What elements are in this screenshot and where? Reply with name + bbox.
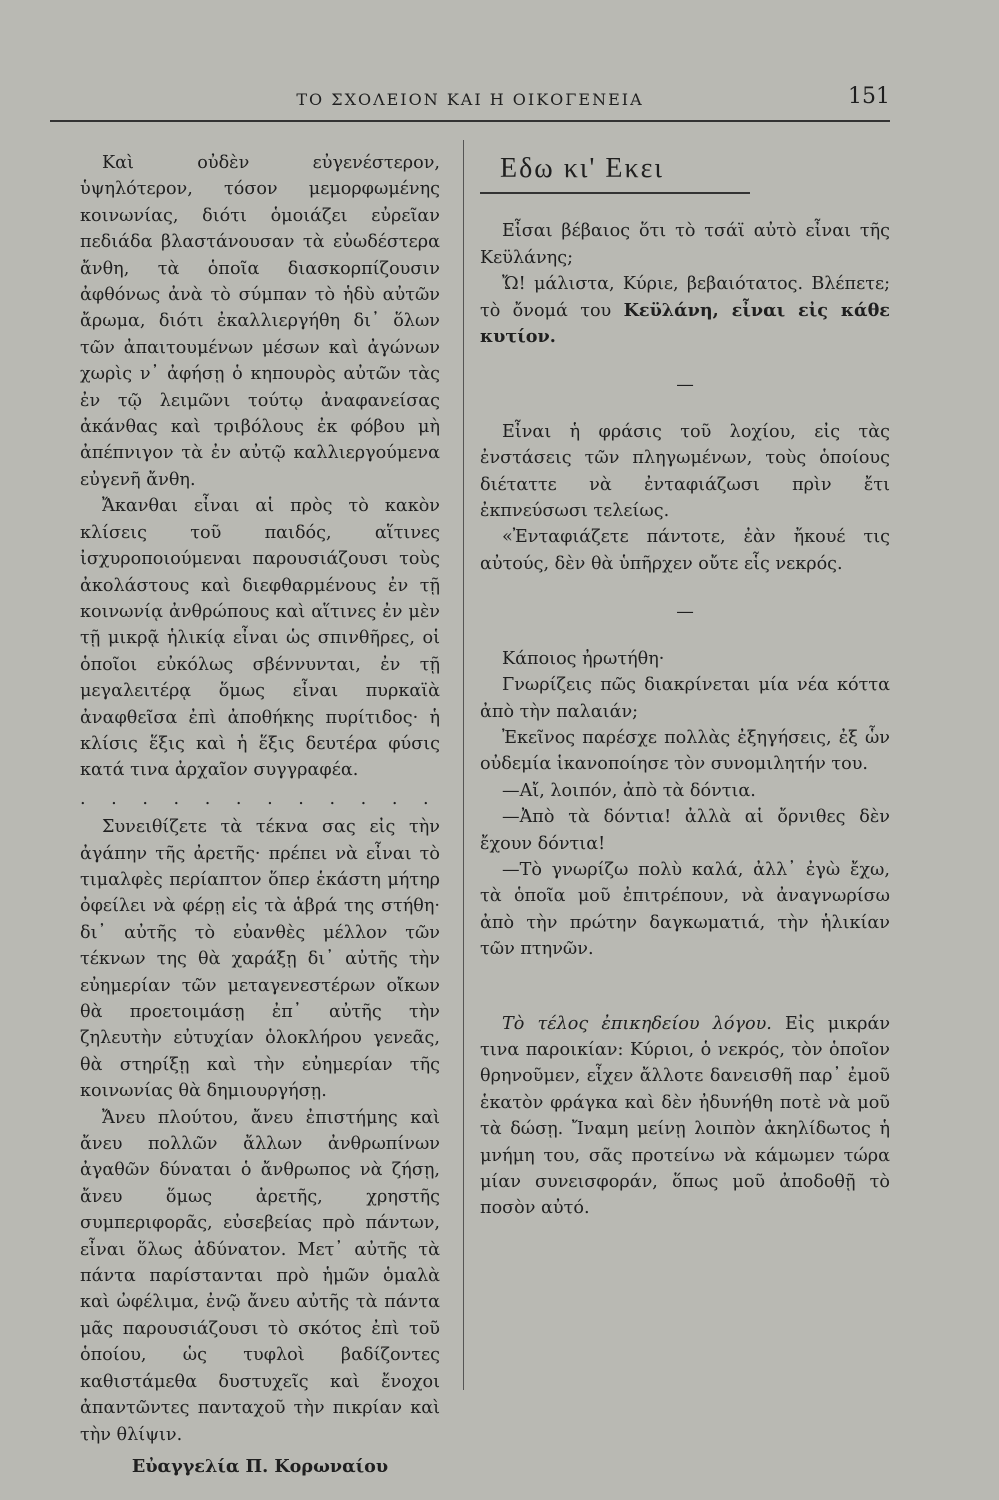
anecdote-1-answer-bold: Κεϋλάνη, εἶναι εἰς κάθε κυτίον. (480, 299, 890, 348)
section-title: Εδω κι' Εκει (480, 150, 750, 194)
separator-2: — (676, 602, 694, 623)
anecdote-3-line-2: Γνωρίζεις πῶς διακρίνεται μία νέα κόττα ἀπὸ τὴν παλαιάν; (480, 675, 890, 722)
author-signature: Εὐαγγελία Π. Κορωναίου (131, 1455, 389, 1477)
ellipsis-separator: . . . . . . . . . . . . (80, 788, 439, 809)
left-paragraph-4: Ἄνευ πλούτου, ἄνευ ἐπιστήμης καὶ ἄνευ πολλῶν ἄλλων ἀνθρωπίνων ἀγαθῶν δύναται ὁ ἄνθρωπος νὰ ζήσῃ, ἄνευ ὅμως ἀρετῆς, χρηστῆς συμπεριφορᾶς, εὐσεβείας πρὸ πάντων, εἶναι ὅλως ἀδύνατον. Μετ᾽ αὐτῆς τὰ πάντα παρίστανται πρὸ ἡμῶν ὁμαλὰ καὶ ὠφέλιμα, ἐνῷ ἄνευ αὐτῆς τὰ πάντα μᾶς παρουσιάζουσι τὸ σκότος ἐπὶ τοῦ ὁποίου, ὡς τυφλοὶ βαδίζοντες καθιστάμεθα δυστυχεῖς καὶ ἔνοχοι ἀπαντῶντες πανταχοῦ τὴν πικρίαν καὶ τὴν θλίψιν. (80, 1107, 440, 1445)
anecdote-2-quote: «Ἐνταφιάζετε πάντοτε, ἐὰν ἤκουέ τις αὐτούς, δὲν θὰ ὑπῆρχεν οὔτε εἷς νεκρός. (480, 527, 890, 574)
anecdote-4-text: Εἰς μικράν τινα παροικίαν: Κύριοι, ὁ νεκρός, τὸν ὁποῖον θρηνοῦμεν, εἶχεν ἄλλοτε δανεισθῆ παρ᾽ ἐμοῦ ἑκατὸν φράγκα καὶ δὲν ἠδυνήθη ποτὲ νὰ μοῦ τὰ δώσῃ. Ἴναμη μείνῃ λοιπὸν ἀκηλίδωτος ἡ μνήμη του, σᾶς προτείνω νὰ κάμωμεν τώρα μίαν συνεισφοράν, ὅπως μοῦ ἀποδοθῇ τὸ ποσὸν αὐτό. (480, 1013, 891, 1219)
anecdote-1-question: Εἶσαι βέβαιος ὅτι τὸ τσάϊ αὐτὸ εἶναι τῆς Κεϋλάνης; (480, 221, 890, 268)
right-column (480, 150, 890, 1222)
anecdote-1-answer-text: Ὤ! μάλιστα, Κύριε, βεβαιότατος. Βλέπετε; τὸ ὄνομά του (480, 274, 890, 321)
left-paragraph-3: Συνειθίζετε τὰ τέκνα σας εἰς τὴν ἀγάπην τῆς ἀρετῆς· πρέπει νὰ εἶναι τὸ τιμαλφὲς περίαπτον ὅπερ ἑκάστη μήτηρ ὀφείλει νὰ φέρῃ εἰς τὰ ἁβρά της στήθη· δι᾽ αὐτῆς τὸ εὐανθὲς μέλλον τῶν τέκνων της θὰ χαράξῃ δι᾽ αὐτῆς τὴν εὐημερίαν τῶν μεταγενεστέρων οἴκων θὰ προετοιμάσῃ ἐπ᾽ αὐτῆς τὴν ζηλευτὴν εὐτυχίαν ὁλοκλήρου γενεᾶς, θὰ στηρίξῃ καὶ τὴν εὐημερίαν τῆς κοινωνίας θὰ δημιουργήσῃ. (80, 817, 440, 1102)
page-number: 151 (848, 84, 890, 109)
anecdote-2-text: Εἶναι ἡ φράσις τοῦ λοχίου, εἰς τὰς ἐνστάσεις τῶν πληγωμένων, τοὺς ὁποίους διέταττε νὰ ἐνταφιάζωσι πρὶν ἔτι ἐκπνεύσωσι τελείως. (480, 421, 890, 522)
left-paragraph-2: Ἄκανθαι εἶναι αἱ πρὸς τὸ κακὸν κλίσεις τοῦ παιδός, αἵτινες ἰσχυροποιούμεναι παρουσιάζουσι τοὺς ἀκολάστους καὶ διεφθαρμένους ἐν τῇ κοινωνίᾳ ἀνθρώπους καὶ αἵτινες ἐν μὲν τῇ μικρᾷ ἡλικίᾳ εἶναι ὡς σπινθῆρες, οἱ ὁποῖοι εὐκόλως σβέννυνται, ἐν τῇ μεγαλειτέρᾳ ὅμως εἶναι πυρκαϊὰ ἀναφθεῖσα ἐπὶ ἀποθήκης πυρίτιδος· ἡ κλίσις ἕξις καὶ ἡ ἕξις δευτέρα φύσις κατά τινα ἀρχαῖον συγγραφέα. (80, 496, 440, 781)
anecdote-4 (480, 1011, 890, 1222)
page-header (50, 84, 890, 122)
anecdote-3-line-4: —Αἴ, λοιπόν, ἀπὸ τὰ δόντια. (502, 780, 756, 801)
anecdote-3-line-5: —Ἀπὸ τὰ δόντια! ἀλλὰ αἱ ὄρνιθες δὲν ἔχουν δόντια! (480, 807, 890, 854)
separator-1: — (676, 375, 694, 396)
left-column (80, 150, 440, 1480)
anecdote-4-heading: Τὸ τέλος ἐπικηδείου λόγου. (502, 1013, 772, 1034)
left-paragraph-1: Καὶ οὐδὲν εὐγενέστερον, ὑψηλότερον, τόσον μεμορφωμένης κοινωνίας, διότι ὁμοιάζει εὐρεῖαν πεδιάδα βλαστάνουσαν τὰ εὐωδέστερα ἄνθη, τὰ ὁποῖα διασκορπίζουσιν ἀφθόνως ἀνὰ τὸ σύμπαν τὸ ἡδὺ αὐτῶν ἄρωμα, διότι ἐκαλλιεργήθη δι᾽ ὅλων τῶν ἀπαιτουμένων μέσων καὶ ἀγώνων χωρὶς ν᾽ ἀφήσῃ ὁ κηπουρὸς αὐτῶν τὰς ἐν τῷ λειμῶνι τούτῳ ἀναφανείσας ἀκάνθας καὶ τριβόλους ἐκ φόβου μὴ ἀπέπνιγον τὰ ἐν αὐτῷ καλλιεργούμενα εὐγενῆ ἄνθη. (80, 153, 440, 490)
column-divider (463, 140, 464, 1390)
anecdote-3-line-1: Κάποιος ἠρωτήθη· (502, 648, 665, 669)
anecdote-1-answer (480, 271, 890, 350)
anecdote-3-line-6: —Τὸ γνωρίζω πολὺ καλά, ἀλλ᾽ ἐγὼ ἔχω, τὰ ὁποῖα μοῦ ἐπιτρέπουν, νὰ ἀναγνωρίσω ἀπὸ τὴν πρώτην δαγκωματιά, τὴν ἡλικίαν τῶν πτηνῶν. (480, 859, 890, 960)
running-title: ΤΟ ΣΧΟΛΕΙΟΝ ΚΑΙ Η ΟΙΚΟΓΕΝΕΙΑ (296, 90, 644, 109)
anecdote-3-line-3: Ἐκεῖνος παρέσχε πολλὰς ἐξηγήσεις, ἐξ ὧν οὐδεμία ἱκανοποίησε τὸν συνομιλητήν του. (480, 727, 890, 775)
